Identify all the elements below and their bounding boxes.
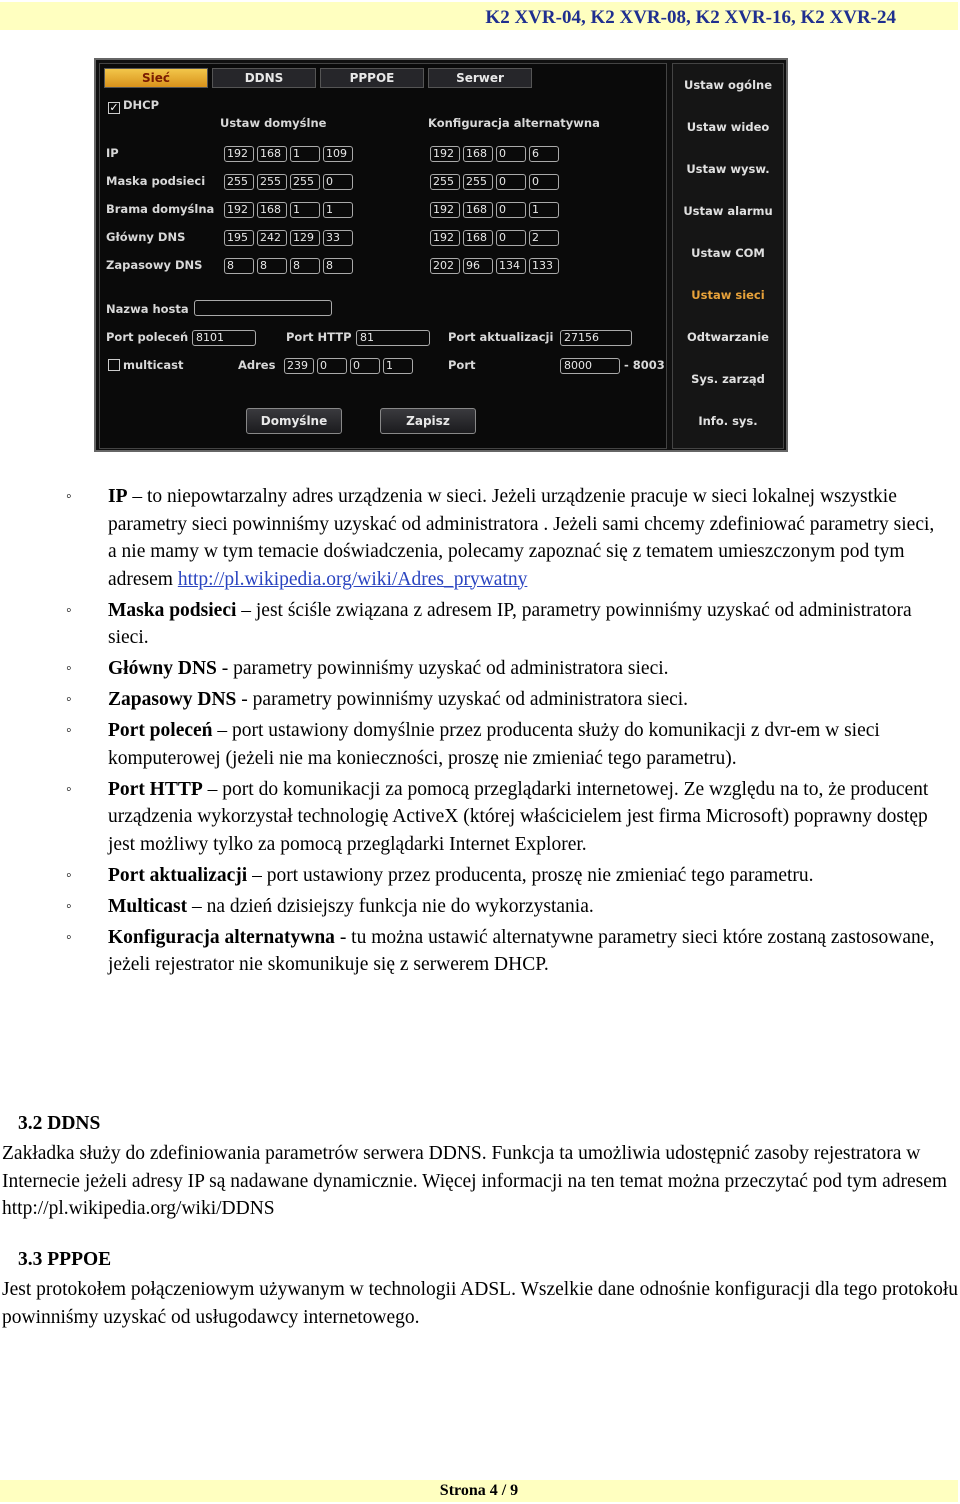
- ip-octet[interactable]: 134: [496, 258, 526, 274]
- description: – na dzień dzisiejszy funkcja nie do wykorzystania.: [187, 895, 594, 917]
- multicast-checkbox[interactable]: [108, 358, 183, 372]
- section-text-pppoe: Jest protokołem połączeniowym używanym w technologii ADSL. Wszelkie dane odnośnie konfiguracji dla tego protokołu powinniśmy uzyskać od usługodawcy internetowego.: [2, 1279, 959, 1328]
- ip-octet[interactable]: 0: [496, 230, 526, 246]
- checkbox-checked-icon: [108, 102, 120, 114]
- description: - parametry powinniśmy uzyskać od administratora sieci.: [236, 689, 689, 710]
- ip-octet[interactable]: 255: [257, 174, 287, 190]
- side-menu-item[interactable]: Ustaw COM: [691, 246, 765, 260]
- dhcp-checkbox[interactable]: [108, 98, 159, 114]
- ip-octet[interactable]: 1: [529, 202, 559, 218]
- ip-octet[interactable]: 8: [290, 258, 320, 274]
- address-label: Adres: [238, 358, 276, 372]
- ip-row-label: IP: [106, 146, 119, 160]
- cmd-port-label: Port poleceń: [106, 330, 189, 344]
- ip-octet[interactable]: 168: [257, 202, 287, 218]
- wiki-link[interactable]: http://pl.wikipedia.org/wiki/Adres_prywatny: [177, 568, 528, 590]
- ip-octet[interactable]: 8: [323, 258, 353, 274]
- ip-octet[interactable]: 192: [430, 202, 460, 218]
- ip-octet[interactable]: 255: [430, 174, 460, 190]
- term: Konfiguracja alternatywna: [108, 926, 335, 948]
- hostname-label: Nazwa hosta: [106, 302, 189, 316]
- ip-octet[interactable]: 1: [323, 202, 353, 218]
- ip-octet[interactable]: 0: [496, 202, 526, 218]
- term: Port aktualizacji: [108, 864, 248, 886]
- tab-siec[interactable]: Sieć: [104, 68, 208, 88]
- ip-octet[interactable]: 0: [496, 146, 526, 162]
- description: - tu można ustawić alternatywne parametry sieci które zostaną zastosowane, jeżeli rejestrator nie skomunikuje się z serwerem DHCP.: [108, 926, 935, 975]
- ip-octet[interactable]: 1: [383, 358, 413, 374]
- section-text-ddns: Zakładka służy do zdefiniowania parametrów serwera DDNS. Funkcja ta umożliwia udostępnić zasoby rejestratora w Internecie jeżeli adresy IP są nadawane dynamicznie. Więcej informacji na ten temat można przeczytać pod tym adresem http://pl.wikipedia.org/wiki/DDNS: [2, 1143, 948, 1219]
- ip-octet[interactable]: 255: [290, 174, 320, 190]
- ip-octet[interactable]: 1: [290, 146, 320, 162]
- default-settings-heading: Ustaw domyślne: [220, 116, 327, 130]
- ip-octet[interactable]: 242: [257, 230, 287, 246]
- ip-octet[interactable]: 192: [430, 230, 460, 246]
- ip-octet[interactable]: 133: [529, 258, 559, 274]
- dvr-settings-panel: [99, 63, 667, 449]
- term: Port HTTP: [108, 778, 203, 800]
- ip-octet[interactable]: 0: [323, 174, 353, 190]
- list-item: [0, 924, 960, 979]
- side-menu-item[interactable]: Info. sys.: [698, 414, 758, 428]
- cmd-port-field[interactable]: 8101: [192, 330, 256, 346]
- ip-octet[interactable]: 168: [463, 202, 493, 218]
- tab-pppoe[interactable]: PPPOE: [320, 68, 424, 88]
- term: Port poleceń: [108, 720, 213, 741]
- page-number: Strona 4 / 9: [439, 1482, 519, 1499]
- http-port-field[interactable]: 81: [356, 330, 430, 346]
- section-heading-ddns: 3.2 DDNS: [18, 1113, 101, 1134]
- ip-octet[interactable]: 0: [350, 358, 380, 374]
- ip-octet[interactable]: 192: [430, 146, 460, 162]
- ip-octet[interactable]: 6: [529, 146, 559, 162]
- side-menu-item[interactable]: Sys. zarząd: [691, 372, 765, 386]
- term: Zapasowy DNS: [108, 689, 237, 710]
- http-port-label: Port HTTP: [286, 330, 352, 344]
- dhcp-label: DHCP: [123, 98, 160, 112]
- term: IP: [108, 486, 128, 507]
- dvr-tab-bar: [104, 68, 532, 88]
- list-item: [0, 776, 960, 859]
- ip-octet[interactable]: 33: [323, 230, 353, 246]
- ip-octet[interactable]: 1: [290, 202, 320, 218]
- description: – jest ściśle związana z adresem IP, parametry powinniśmy uzyskać od administratora sieci.: [108, 599, 912, 648]
- port-label: Port: [448, 358, 476, 372]
- list-item: [0, 655, 960, 683]
- ip-octet[interactable]: 202: [430, 258, 460, 274]
- ip-row-label: Maska podsieci: [106, 174, 206, 188]
- ip-octet[interactable]: 129: [290, 230, 320, 246]
- ip-row-label: Brama domyślna: [106, 202, 215, 216]
- ip-octet[interactable]: 168: [463, 230, 493, 246]
- ip-octet[interactable]: 192: [224, 146, 254, 162]
- side-menu-item[interactable]: Ustaw wysw.: [686, 162, 770, 176]
- multicast-address: [284, 358, 413, 374]
- parameter-descriptions: [0, 483, 960, 982]
- description: – port ustawiony domyślnie przez producenta służy do komunikacji z dvr-em w sieci komputerowej (jeżeli nie ma konieczności, proszę nie zmieniać tego parametru).: [108, 720, 880, 769]
- alt-ip-field: [430, 258, 559, 274]
- tab-ddns[interactable]: DDNS: [212, 68, 316, 88]
- page-footer: [0, 1480, 958, 1502]
- ip-octet[interactable]: 168: [463, 146, 493, 162]
- list-item: [0, 717, 960, 772]
- ip-octet[interactable]: 109: [323, 146, 353, 162]
- side-menu-item[interactable]: Odtwarzanie: [687, 330, 769, 344]
- default-ip-field: [224, 258, 353, 274]
- ip-octet[interactable]: 0: [529, 174, 559, 190]
- section-heading-pppoe: 3.3 PPPOE: [18, 1249, 112, 1270]
- ip-octet[interactable]: 8: [224, 258, 254, 274]
- ip-octet[interactable]: 168: [257, 146, 287, 162]
- ip-octet[interactable]: 239: [284, 358, 314, 374]
- port-field[interactable]: 8000: [560, 358, 620, 374]
- alt-ip-field: [430, 146, 559, 162]
- side-menu-item[interactable]: Ustaw alarmu: [683, 204, 773, 218]
- ip-octet[interactable]: 0: [496, 174, 526, 190]
- side-menu-item[interactable]: Ustaw wideo: [686, 120, 770, 134]
- default-ip-field: [224, 174, 353, 190]
- term: Multicast: [108, 895, 188, 917]
- tab-serwer[interactable]: Serwer: [428, 68, 532, 88]
- alt-ip-field: [430, 174, 559, 190]
- list-item: [0, 893, 960, 921]
- ip-octet[interactable]: 255: [224, 174, 254, 190]
- ip-octet[interactable]: 255: [463, 174, 493, 190]
- ip-octet[interactable]: 8: [257, 258, 287, 274]
- dvr-side-menu: [672, 63, 784, 449]
- save-button[interactable]: Zapisz: [380, 408, 476, 434]
- list-item: [0, 483, 960, 593]
- term: Główny DNS: [108, 658, 217, 679]
- alt-ip-field: [430, 230, 559, 246]
- list-item: [0, 862, 960, 890]
- list-item: [0, 686, 960, 714]
- hostname-field[interactable]: [194, 300, 332, 316]
- update-port-field[interactable]: 27156: [560, 330, 632, 346]
- ip-octet[interactable]: 0: [317, 358, 347, 374]
- list-item: [0, 597, 960, 652]
- default-ip-field: [224, 230, 353, 246]
- multicast-label: multicast: [123, 358, 184, 372]
- side-menu-item-active[interactable]: Ustaw sieci: [691, 288, 765, 302]
- description: - parametry powinniśmy uzyskać od administratora sieci.: [216, 658, 669, 679]
- ip-octet[interactable]: 96: [463, 258, 493, 274]
- default-button[interactable]: Domyślne: [246, 408, 342, 434]
- alt-ip-field: [430, 202, 559, 218]
- ip-octet[interactable]: 195: [224, 230, 254, 246]
- side-menu-item[interactable]: Ustaw ogólne: [683, 78, 773, 92]
- default-ip-field: [224, 202, 353, 218]
- update-port-label: Port aktualizacji: [448, 330, 554, 344]
- ip-row-label: Zapasowy DNS: [106, 258, 203, 272]
- default-ip-field: [224, 146, 353, 162]
- header-title: K2 XVR-04, K2 XVR-08, K2 XVR-16, K2 XVR-24: [485, 7, 896, 28]
- page-header: [0, 2, 958, 30]
- alt-settings-heading: Konfiguracja alternatywna: [428, 116, 600, 130]
- ip-row-label: Główny DNS: [106, 230, 186, 244]
- ip-octet[interactable]: 192: [224, 202, 254, 218]
- description: – port ustawiony przez producenta, proszę nie zmieniać tego parametru.: [247, 864, 814, 886]
- term: Maska podsieci: [108, 599, 237, 621]
- description: – port do komunikacji za pomocą przeglądarki internetowej. Ze względu na to, że producent urządzenia wykorzystał technologię ActiveX (której właścicielem jest firma Microsoft) poprawny dostęp jest możliwy tylko za pomocą przeglądarki Internet Explorer.: [108, 778, 929, 855]
- ip-octet[interactable]: 2: [529, 230, 559, 246]
- port-range-end: - 8003: [624, 358, 665, 372]
- checkbox-empty-icon: [108, 359, 120, 371]
- description: – to niepowtarzalny adres urządzenia w sieci. Jeżeli urządzenie pracuje w sieci lokalnej wszystkie parametry sieci powinniśmy uzyskać od administratora . Jeżeli sami chcemy zdefiniować parametry sieci, a nie mamy w tym temacie doświadczenia, polecamy zapoznać się z tematem umieszczonym pod tym adresem: [108, 486, 935, 590]
- dvr-network-screenshot: [94, 58, 788, 452]
